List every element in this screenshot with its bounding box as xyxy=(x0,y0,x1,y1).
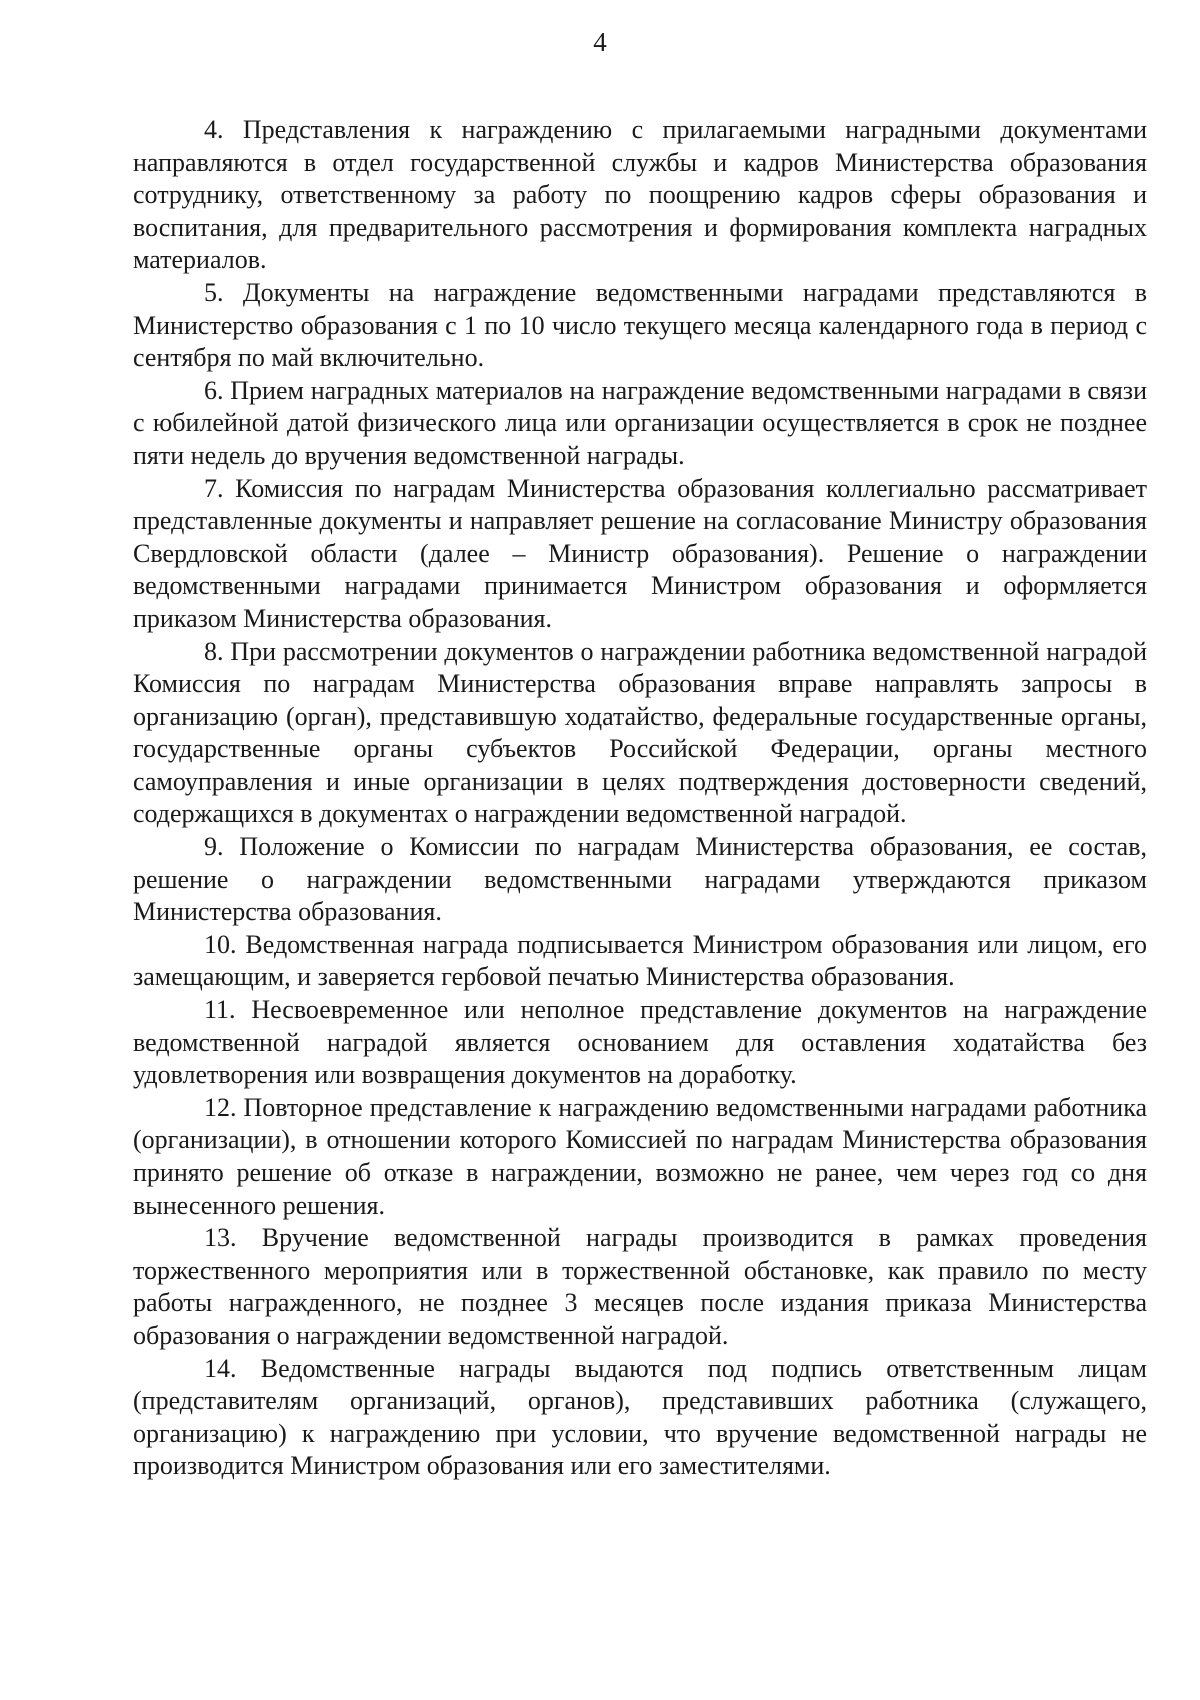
paragraph-14: 14. Ведомственные награды выдаются под подпись ответственным лицам (представителям организаций, органов), представивших работника (служащего, организацию) к награждению при условии, что вручение ведомственной награды не производится Министром образования или его заместителями. xyxy=(133,1353,1147,1481)
document-body xyxy=(133,114,1147,1483)
paragraph-10: 10. Ведомственная награда подписывается Министром образования или лицом, его замещающим, и заверяется гербовой печатью Министерства образования. xyxy=(133,929,1147,992)
paragraph-6: 6. Прием наградных материалов на награждение ведомственными наградами в связи с юбилейной датой физического лица или организации осуществляется в срок не позднее пяти недель до вручения ведомственной награды. xyxy=(133,375,1147,470)
paragraph-8: 8. При рассмотрении документов о награждении работника ведомственной наградой Комиссия по наградам Министерства образования вправе направлять запросы в организацию (орган), представившую ходатайство, федеральные государственные органы, государственные органы субъектов Российской Федерации, органы местного самоуправления и иные организации в целях подтверждения достоверности сведений, содержащихся в документах о награждении ведомственной наградой. xyxy=(133,636,1147,829)
paragraph-5: 5. Документы на награждение ведомственными наградами представляются в Министерство образования с 1 по 10 число текущего месяца календарного года в период с сентября по май включительно. xyxy=(133,277,1147,373)
page-number: 4 xyxy=(593,27,607,57)
paragraph-12: 12. Повторное представление к награждению ведомственными наградами работника (организации), в отношении которого Комиссией по наградам Министерства образования принято решение об отказе в награждении, возможно не ранее, чем через год со дня вынесенного решения. xyxy=(133,1092,1147,1220)
paragraph-4: 4. Представления к награждению с прилагаемыми наградными документами направляются в отдел государственной службы и кадров Министерства образования сотруднику, ответственному за работу по поощрению кадров сферы образования и воспитания, для предварительного рассмотрения и формирования комплекта наградных материалов. xyxy=(133,115,1147,275)
paragraph-7: 7. Комиссия по наградам Министерства образования коллегиально рассматривает представленные документы и направляет решение на согласование Министру образования Свердловской области (далее – Министр образования). Решение о награждении ведомственными наградами принимается Министром образования и оформляется приказом Министерства образования. xyxy=(133,473,1147,633)
paragraph-11: 11. Несвоевременное или неполное представление документов на награждение ведомственной наградой является основанием для оставления ходатайства без удовлетворения или возвращения документов на доработку. xyxy=(133,995,1147,1090)
paragraph-13: 13. Вручение ведомственной награды производится в рамках проведения торжественного мероприятия или в торжественной обстановке, как правило по месту работы награжденного, не позднее 3 месяцев после издания приказа Министерства образования о награждении ведомственной наградой. xyxy=(133,1223,1147,1350)
paragraph-9: 9. Положение о Комиссии по наградам Министерства образования, ее состав, решение о награждении ведомственными наградами утверждаются приказом Министерства образования. xyxy=(133,832,1147,927)
